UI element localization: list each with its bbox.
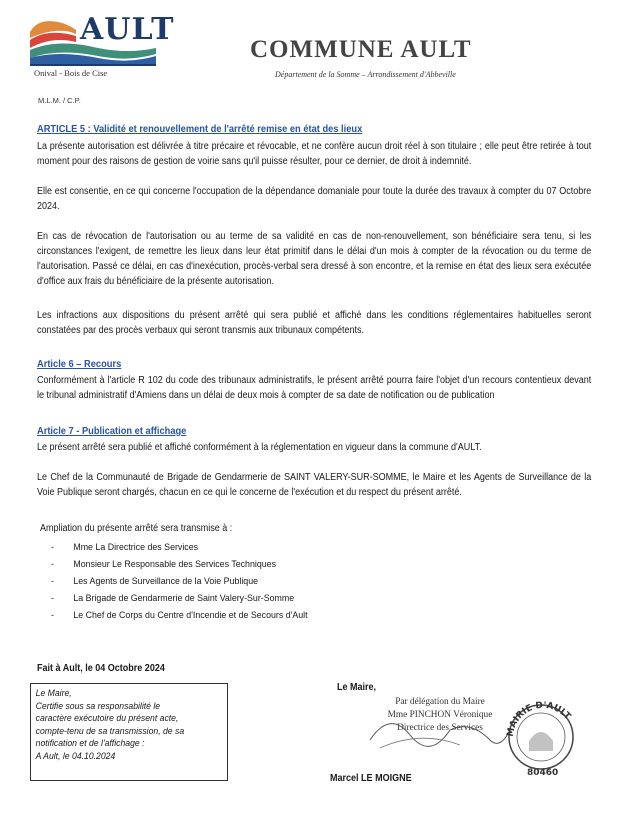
logo-tagline: Onival - Bois de Cise — [34, 68, 108, 78]
cert-line: Certifie sous sa responsabilité le — [35, 700, 161, 711]
cert-line: Le Maire, — [35, 688, 72, 698]
article-5 — [37, 122, 617, 137]
article-5-paragraph-4: Les infractions aux dispositions du présent arrêté qui sera publié et affiché dans les conditions réglementaires habituelles seront constatées par des procès verbaux qui seront transmis aux tribunaux compétents. — [37, 310, 592, 336]
cert-line: notification et de l'affichage : — [35, 738, 145, 749]
stamp-line: Par délégation du Maire — [395, 697, 485, 707]
list-item: - La Brigade de Gendarmerie de Saint Valery-Sur-Somme — [38, 590, 410, 607]
cert-line: caractère exécutoire du présent acte, — [35, 713, 179, 724]
ampliation-intro: Ampliation du présente arrêté sera transmise à : — [40, 523, 233, 534]
mayor-label: Le Maire, — [337, 682, 377, 693]
seal-text: MAIRIE D'AULT — [505, 700, 573, 738]
article-5-heading — [37, 122, 576, 137]
seal-code: 80460 — [527, 768, 559, 778]
article-6-paragraph: Conformément à l'article R 102 du code des tribunaux administratifs, le présent arrêté pourra faire l'objet d'un recours contentieux devant le tribunal administratif d'Amiens dans un délai de deux mois à compter de sa date de notification ou de publication — [37, 375, 592, 401]
svg-text:MAIRIE D'AULT — [506, 701, 573, 738]
page-subtitle: Département de la Somme – Arrondissement d'Abbeville — [275, 70, 456, 79]
mayor-name: Marcel LE MOIGNE — [330, 773, 412, 784]
article-7-heading — [37, 424, 316, 439]
commune-logo — [28, 12, 175, 82]
cert-line: A Ault, le 04.10.2024 — [35, 750, 116, 761]
certification-box — [30, 683, 228, 781]
logo-wordmark: AULT — [80, 12, 175, 47]
certification-text — [31, 684, 213, 766]
stamp-line: Mme PINCHON Véronique — [387, 710, 493, 720]
cert-line: compte-tenu de sa transmission, de sa — [35, 725, 185, 736]
article-5-paragraph-2: Elle est consentie, en ce qui concerne l'occupation de la dépendance domaniale pour toute la durée des travaux à compter du 07 Octobre 2024. — [37, 186, 592, 212]
mairie-seal-icon — [505, 693, 575, 779]
list-item: - Les Agents de Surveillance de la Voie Publique — [38, 573, 410, 590]
article-5-paragraph-1: La présente autorisation est délivrée à titre précaire et révocable, et ne confère aucun droit réel à son titulaire ; elle peut être retirée à tout moment pour des raisons de gestion de voirie sans qu'il puisse résulter, pour ce dernier, de droit à indemnité. — [37, 141, 592, 167]
article-6-heading-text: Article 6 – Recours — [37, 359, 122, 370]
ampliation-list — [38, 539, 438, 624]
article-7-paragraph-2: Le Chef de la Communauté de Brigade de Gendarmerie de SAINT VALERY-SUR-SOMME, le Maire et les Agents de Surveillance de la Voie Publique seront chargés, chacun en ce qui le concerne de l'exécution et du respect du présent arrêté. — [37, 472, 592, 498]
page-title: COMMUNE AULT — [250, 36, 472, 63]
article-5-heading-text: ARTICLE 5 : Validité et renouvellement de l'arrêté remise en état des lieux — [37, 124, 363, 135]
document-reference: M.L.M. / C.P. — [38, 96, 81, 105]
signature-scribble-icon — [360, 700, 520, 760]
article-7-heading-text: Article 7 - Publication et affichage — [37, 426, 187, 437]
list-item: - Mme La Directrice des Services — [38, 539, 410, 556]
list-item: - Monsieur Le Responsable des Services Techniques — [38, 556, 410, 573]
article-7-paragraph-1: Le présent arrêté sera publié et affiché conformément à la réglementation en vigueur dans la commune d'AULT. — [37, 442, 482, 453]
article-6-heading — [37, 357, 316, 372]
stamp-line: Directrice des Services — [397, 723, 483, 733]
article-5-paragraph-3: En cas de révocation de l'autorisation ou au terme de sa validité en cas de non-renouvellement, son bénéficiaire sera tenu, si les circonstances l'exigent, de remettre les lieux dans leur état primitif dans le délai d'un mois à compter de la révocation ou du terme de l'autorisation. Passé ce délai, en cas d'inexécution, procès-verbal sera dressé à son encontre, et la remise en état des lieux sera exécutée d'office aux frais du bénéficiaire de la présente autorisation. — [37, 231, 592, 287]
list-item: - Le Chef de Corps du Centre d'Incendie et de Secours d'Ault — [38, 607, 410, 624]
done-at-date: Fait à Ault, le 04 Octobre 2024 — [37, 663, 165, 674]
